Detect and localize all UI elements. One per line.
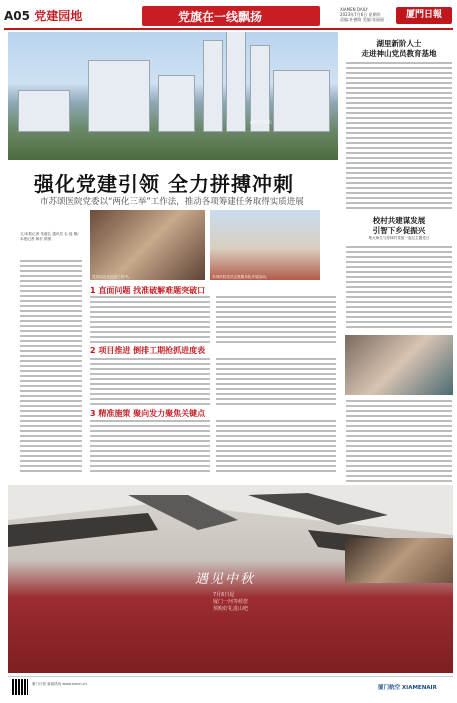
- section-heading: 1 直面问题 找准破解难题突破口: [90, 286, 206, 295]
- article-text: [216, 296, 336, 346]
- photo-caption: 党员同志在抗疫工作中。: [92, 275, 132, 279]
- village-photo: [345, 335, 453, 395]
- workers-photo: [345, 538, 453, 583]
- headline: 强化党建引领 全力拼搏冲刺: [34, 172, 294, 196]
- ad-copy: 7月6日起 厦门一河等候您 预购好礼进山吧: [213, 592, 249, 612]
- qr-code-icon: [12, 679, 28, 695]
- volunteer-photo: [210, 210, 320, 280]
- subheadline: 市苏颂医院党委以“两化三举”工作法，推动各项筹建任务取得实质进展: [40, 197, 304, 207]
- ad-title: 遇见中秋: [195, 572, 256, 587]
- right-article-title: 校村共建谋发展: [372, 216, 426, 225]
- article-text: [216, 358, 336, 408]
- article-text: [346, 400, 452, 490]
- article-text: [90, 296, 210, 346]
- article-text: [346, 62, 452, 212]
- issue-date: 2023年7月6日 星期四: [340, 12, 381, 17]
- article-text: [20, 260, 82, 475]
- editor-credit: 责编:朴德路 美编:张丽丽: [340, 17, 384, 22]
- paper-name: XIAMEN DAILY: [340, 7, 368, 12]
- footer-text: 厦门日报 新闻热线 www.xmnn.cn: [32, 682, 87, 686]
- byline: 文/本报记者 朱道弘 通讯员 毛 瑶 图/本报记者 林东 供图: [20, 232, 79, 241]
- article-text: [90, 358, 210, 408]
- right-article-deck: 集大师生与淳林村党组一起过主题党日: [368, 236, 430, 240]
- article-text: [346, 246, 452, 331]
- article-text: [90, 420, 210, 475]
- photo-caption: ▲市苏颂医院。: [250, 120, 275, 124]
- right-article-subtitle: 引智下乡促振兴: [372, 226, 426, 235]
- newspaper-logo: 厦門日報: [396, 7, 452, 24]
- header-divider: [4, 28, 453, 30]
- section-banner-title: 党旗在一线飘扬: [178, 10, 263, 24]
- photo-caption: 苏颂医院党员志愿服务队开展活动。: [212, 275, 270, 279]
- page-number: A05 党建园地: [4, 9, 83, 23]
- hospital-aerial-photo: [8, 32, 338, 160]
- article-text: [216, 420, 336, 475]
- party-members-photo: [90, 210, 205, 280]
- right-article-title: 湖里新阶人士: [376, 39, 422, 48]
- sponsor-brand: 厦门航空 XIAMENAIR: [378, 685, 437, 691]
- section-heading: 3 精准施策 聚向发力聚焦关键点: [90, 409, 206, 418]
- section-heading: 2 项目推进 倒排工期抢抓进度表: [90, 346, 206, 355]
- right-article-subtitle: 走进神山党员教育基地: [361, 49, 437, 58]
